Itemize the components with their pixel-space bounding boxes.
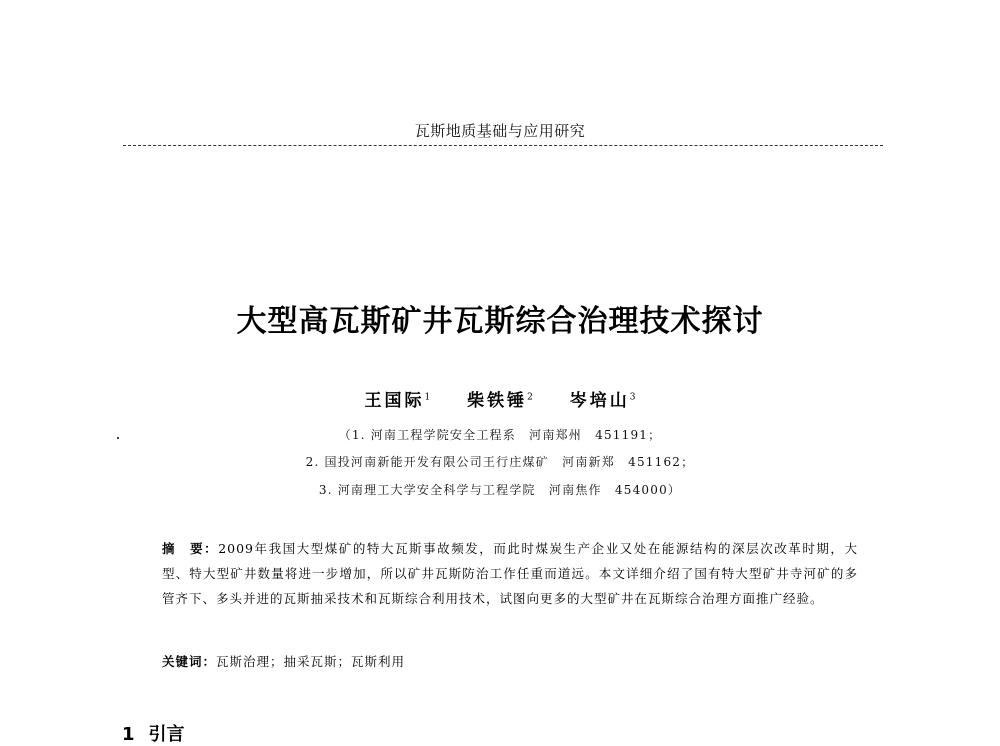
affiliation-1: （1. 河南工程学院安全工程系 河南郑州 451191； [338, 428, 662, 442]
section-heading [122, 720, 185, 746]
section-number: 1 [122, 724, 135, 745]
author-name: 岑培山 [569, 391, 630, 411]
author-affiliation-mark: 1 [424, 392, 431, 403]
keywords [162, 652, 858, 670]
author-name: 王国际 [364, 391, 425, 411]
author [570, 386, 636, 411]
keywords-label: 关键词： [162, 654, 217, 669]
affiliation-2: 2. 国投河南新能开发有限公司王行庄煤矿 河南新郑 451162； [305, 455, 695, 469]
abstract [162, 536, 858, 611]
section-title: 引言 [148, 724, 185, 745]
paper-title: 大型高瓦斯矿井瓦斯综合治理技术探讨 [236, 304, 764, 339]
author-name: 柴铁锤 [467, 391, 528, 411]
affiliation-3: 3. 河南理工大学安全科学与工程学院 河南焦作 454000） [318, 483, 682, 497]
abstract-label: 摘 要： [162, 541, 219, 556]
running-head: 瓦斯地质基础与应用研究 [414, 122, 586, 140]
keywords-text: 瓦斯治理；抽采瓦斯；瓦斯利用 [216, 654, 406, 669]
author-affiliation-mark: 3 [629, 392, 636, 403]
author-list [0, 386, 1000, 411]
author [467, 386, 533, 411]
abstract-text: 2009年我国大型煤矿的特大瓦斯事故频发，而此时煤炭生产企业又处在能源结构的深层次改革时期，大型、特大型矿井数量将进一步增加，所以矿井瓦斯防治工作任重而道远。本文详细介绍了国有特大型矿井寺河矿的多管齐下、多头并进的瓦斯抽采技术和瓦斯综合利用技术，试图向更多的大型矿井在瓦斯综合治理方面推广经验。 [162, 541, 858, 606]
author-affiliation-mark: 2 [527, 392, 533, 403]
author [364, 386, 430, 411]
header-rule [123, 145, 883, 146]
